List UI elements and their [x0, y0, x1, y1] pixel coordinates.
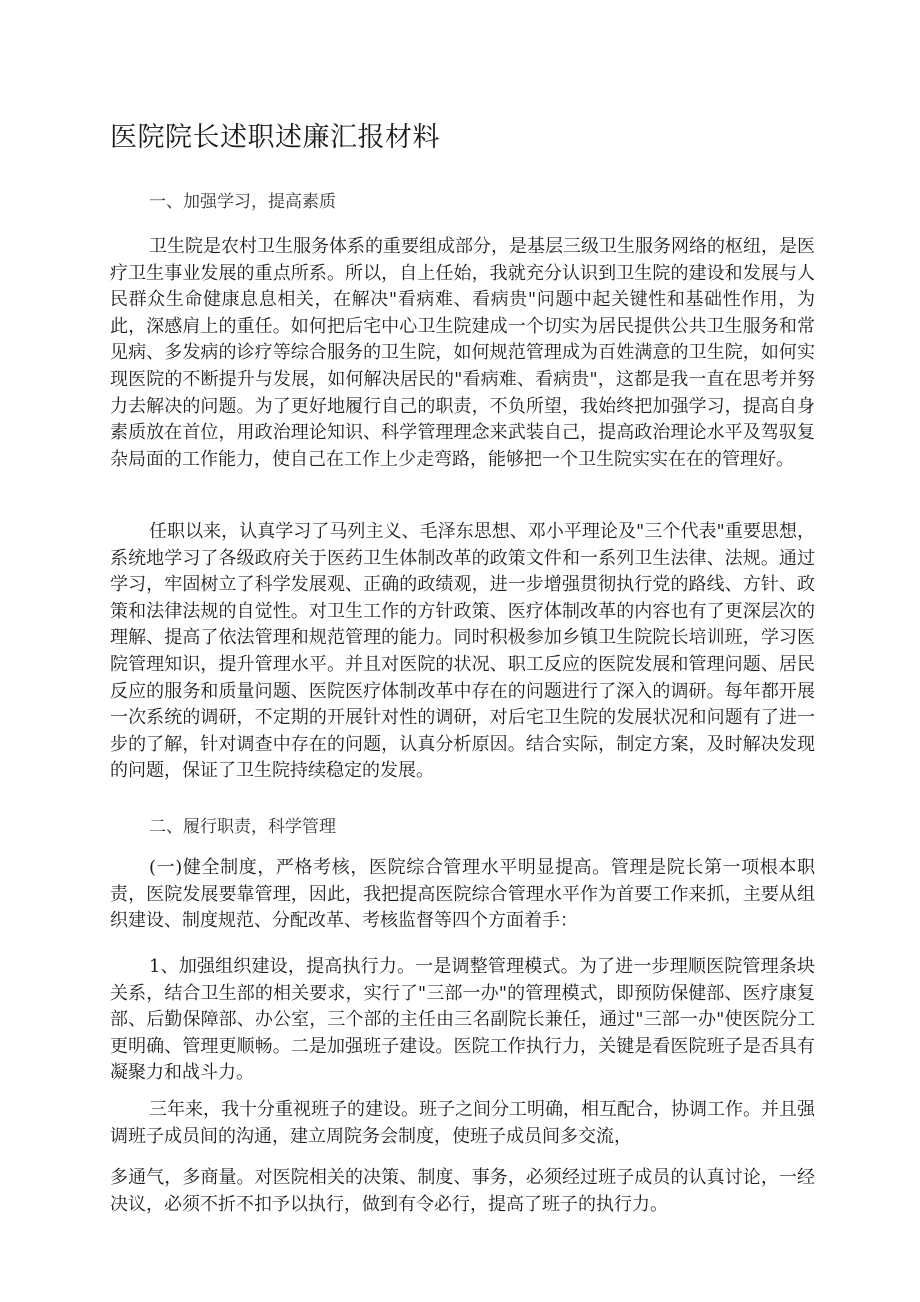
paragraph-5: 三年来，我十分重视班子的建设。班子之间分工明确，相互配合，协调工作。并且强调班子成员间的沟通，建立周院务会制度，使班子成员间多交流，	[110, 1099, 815, 1147]
paragraph-3: (一)健全制度，严格考核，医院综合管理水平明显提高。管理是院长第一项根本职责，医院发展要靠管理，因此，我把提高医院综合管理水平作为首要工作来抓，主要从组织建设、制度规范、分配改革、考核监督等四个方面着手：	[110, 857, 815, 932]
paragraph-1: 卫生院是农村卫生服务体系的重要组成部分，是基层三级卫生服务网络的枢纽，是医疗卫生事业发展的重点所系。所以，自上任始，我就充分认识到卫生院的建设和发展与人民群众生命健康息息相关，在解决"看病难、看病贵"问题中起关键性和基础性作用，为此，深感肩上的重任。如何把后宅中心卫生院建成一个切实为居民提供公共卫生服务和常见病、多发病的诊疗等综合服务的卫生院，如何规范管理成为百姓满意的卫生院，如何实现医院的不断提升与发展，如何解决居民的"看病难、看病贵"，这都是我一直在思考并努力去解决的问题。为了更好地履行自己的职责，不负所望，我始终把加强学习，提高自身素质放在首位，用政治理论知识、科学管理理念来武装自己，提高政治理论水平及驾驭复杂局面的工作能力，使自己在工作上少走弯路，能够把一个卫生院实实在在的管理好。	[110, 236, 815, 470]
document-title: 医院院长述职述廉汇报材料	[110, 122, 440, 153]
section-2-heading: 二、履行职责，科学管理	[149, 817, 336, 837]
paragraph-4: 1、加强组织建设，提高执行力。一是调整管理模式。为了进一步理顺医院管理条块关系，结合卫生部的相关要求，实行了"三部一办"的管理模式，即预防保健部、医疗康复部、后勤保障部、办公室，三个部的主任由三名副院长兼任，通过"三部一办"使医院分工更明确、管理更顺畅。二是加强班子建设。医院工作执行力，关键是看医院班子是否具有凝聚力和战斗力。	[110, 956, 815, 1084]
paragraph-2: 任职以来，认真学习了马列主义、毛泽东思想、邓小平理论及"三个代表"重要思想，系统地学习了各级政府关于医药卫生体制改革的政策文件和一系列卫生法律、法规。通过学习，牢固树立了科学发展观、正确的政绩观，进一步增强贯彻执行党的路线、方针、政策和法律法规的自觉性。对卫生工作的方针政策、医疗体制改革的内容也有了更深层次的理解、提高了依法管理和规范管理的能力。同时积极参加乡镇卫生院院长培训班，学习医院管理知识，提升管理水平。并且对医院的状况、职工反应的医院发展和管理问题、居民反应的服务和质量问题、医院医疗体制改革中存在的问题进行了深入的调研。每年都开展一次系统的调研，不定期的开展针对性的调研，对后宅卫生院的发展状况和问题有了进一步的了解，针对调查中存在的问题，认真分析原因。结合实际，制定方案，及时解决发现的问题，保证了卫生院持续稳定的发展。	[110, 521, 815, 782]
section-1-heading: 一、加强学习，提高素质	[149, 192, 336, 212]
paragraph-6: 多通气，多商量。对医院相关的决策、制度、事务，必须经过班子成员的认真讨论，一经决议，必须不折不扣予以执行，做到有令必行，提高了班子的执行力。	[110, 1167, 815, 1215]
